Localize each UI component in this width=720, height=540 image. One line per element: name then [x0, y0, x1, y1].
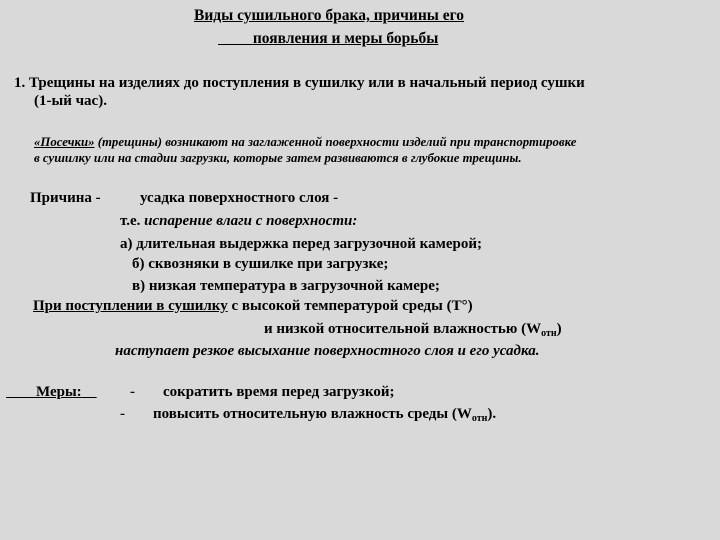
cause-label: Причина -	[30, 190, 101, 206]
measures-dash-2: -	[120, 406, 125, 422]
humidity-close: )	[556, 321, 562, 337]
cause-main: усадка поверхностного слоя -	[140, 190, 339, 206]
cause-item-a: а) длительная выдержка перед загрузочной камерой;	[120, 236, 482, 252]
title-line-1: Виды сушильного брака, причины его	[194, 7, 465, 24]
measures-item-1: сократить время перед загрузкой;	[163, 384, 395, 400]
measures-item-2-sub: отн	[471, 413, 488, 424]
entry-underlined: При поступлении в сушилку	[33, 298, 228, 314]
measures-dash-1: -	[130, 384, 135, 400]
cause-ie-rest: испарение влаги с поверхности:	[144, 213, 358, 229]
point1-line-1: 1. Трещины на изделиях до поступления в сушилку или в начальный период сушки	[14, 75, 585, 91]
title-underline-spacer	[218, 30, 253, 47]
cause-ie	[120, 213, 357, 230]
point1-line-2: (1-ый час).	[34, 93, 107, 109]
humidity-line	[264, 321, 562, 339]
measures-item-2	[153, 406, 496, 424]
cause-ie-prefix: т.е.	[120, 213, 145, 229]
note-line-1	[34, 135, 576, 150]
note-term: «Посечки»	[34, 135, 95, 149]
title-line-2	[218, 30, 438, 48]
measures-label	[6, 384, 97, 401]
measures-label-underlined	[6, 384, 97, 400]
result-line: наступает резкое высыхание поверхностного слоя и его усадка.	[115, 343, 540, 359]
entry-line	[33, 298, 473, 315]
measures-item-2-text: повысить относительную влажность среды (W	[153, 406, 472, 422]
note-line-1-rest: (трещины) возникают на заглаженной поверхности изделий при транспортировке	[94, 135, 577, 149]
humidity-text: и низкой относительной влажностью (W	[264, 321, 542, 337]
cause-item-b: б) сквозняки в сушилке при загрузке;	[132, 256, 389, 272]
cause-item-c: в) низкая температура в загрузочной камере;	[132, 278, 440, 294]
entry-rest: с высокой температурой среды (Т°)	[227, 298, 473, 314]
measures-item-2-close: ).	[487, 406, 497, 422]
note-line-2: в сушилку или на стадии загрузки, которые затем развиваются в глубокие трещины.	[34, 151, 522, 165]
measures-label-text: Меры:	[36, 384, 82, 400]
humidity-sub: отн	[541, 328, 557, 339]
title-line-2-text: появления и меры борьбы	[252, 30, 439, 47]
